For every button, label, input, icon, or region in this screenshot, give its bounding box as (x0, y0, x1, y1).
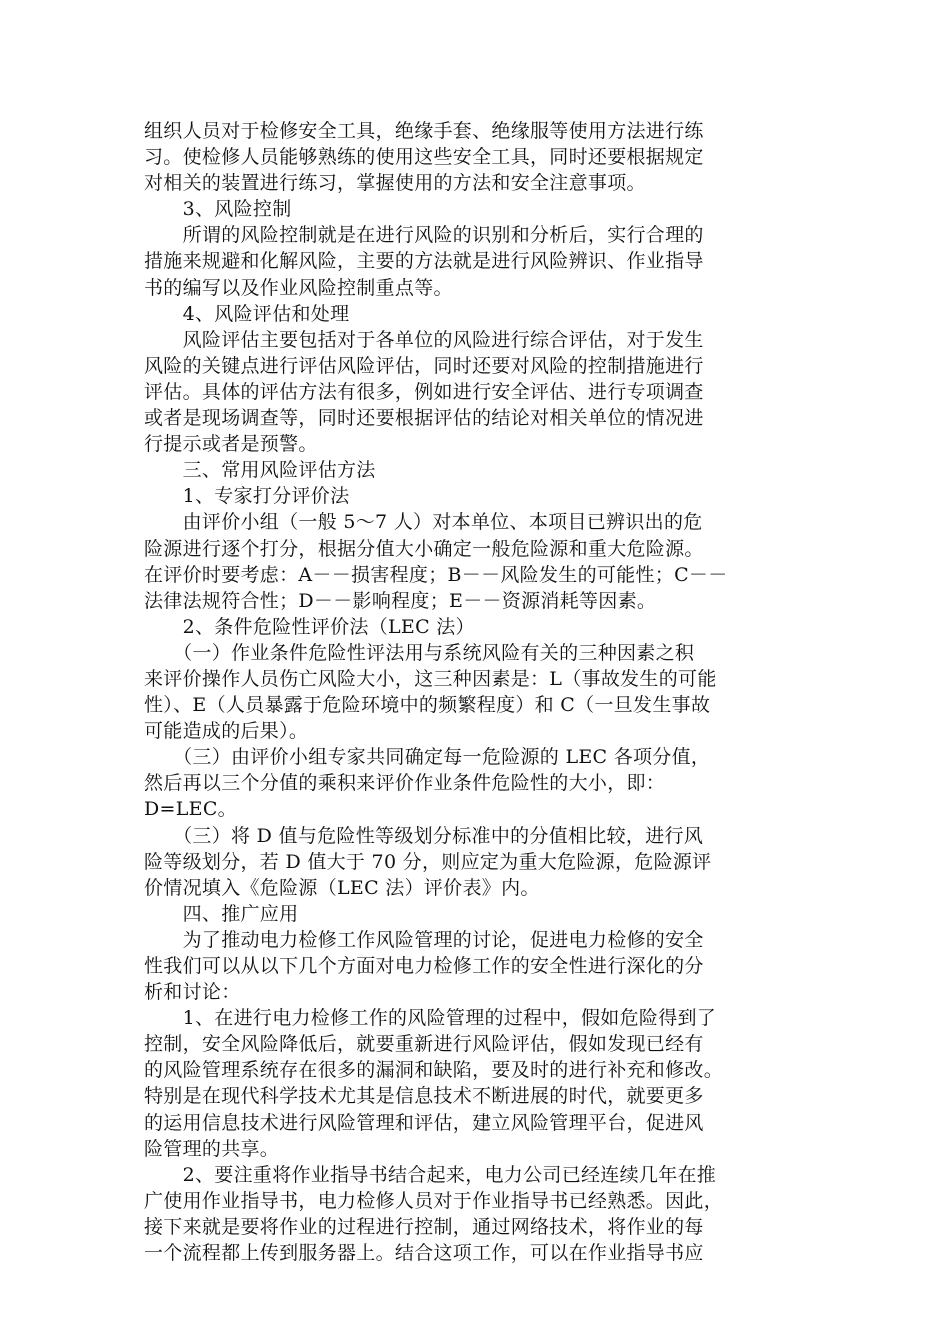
text-line: 性我们可以从以下几个方面对电力检修工作的安全性进行深化的分 (144, 955, 704, 977)
text-line: 险管理的共享。 (144, 1137, 280, 1160)
text-line: 特别是在现代科学技术尤其是信息技术不断进展的时代，就要更多 (144, 1085, 704, 1108)
text-line: 书的编写以及作业风险控制重点等。 (144, 276, 453, 299)
section-heading: 1、专家打分评价法 (144, 485, 350, 508)
text-line: 广使用作业指导书，电力检修人员对于作业指导书已经熟悉。因此， (144, 1189, 724, 1212)
text-line: 由评价小组（一般 5～7 人）对本单位、本项目已辨识出的危 (144, 511, 703, 534)
text-line: 可能造成的后果）。 (144, 720, 309, 743)
text-line: （一）作业条件危险性评法用与系统风险有关的三种因素之积 (144, 641, 695, 664)
text-line: 所谓的风险控制就是在进行风险的识别和分析后，实行合理的 (144, 224, 704, 247)
document-body (144, 118, 806, 1266)
section-heading: 4、风险评估和处理 (144, 302, 350, 325)
text-line: 性）、E（人员暴露于危险环境中的频繁程度）和 C（一旦发生事故 (144, 694, 711, 717)
section-heading: 四、推广应用 (144, 902, 299, 925)
text-line: 然后再以三个分值的乘积来评价作业条件危险性的大小，即： (144, 772, 666, 795)
text-line: 险等级划分，若 D 值大于 70 分，则应定为重大危险源，危险源评 (144, 850, 712, 873)
text-line: 析和讨论： (144, 981, 241, 1004)
text-line: （三）由评价小组专家共同确定每一危险源的 LEC 各项分值， (144, 746, 711, 769)
section-heading: 3、风险控制 (144, 198, 292, 221)
text-line: 在评价时要考虑：A－－损害程度；B－－风险发生的可能性；C－－ (144, 563, 728, 586)
text-line: 或者是现场调查等，同时还要根据评估的结论对相关单位的情况进 (144, 407, 704, 430)
text-line: 法律法规符合性；D－－影响程度；E－－资源消耗等因素。 (144, 589, 657, 612)
text-line: 风险评估主要包括对于各单位的风险进行综合评估，对于发生 (144, 328, 704, 351)
text-line: 险源进行逐个打分，根据分值大小确定一般危险源和重大危险源。 (144, 537, 704, 560)
text-line: 为了推动电力检修工作风险管理的讨论，促进电力检修的安全 (144, 928, 704, 951)
text-line: D=LEC。 (144, 798, 237, 821)
text-line: 价情况填入《危险源（LEC 法）评价表》内。 (144, 876, 540, 899)
text-line: 的运用信息技术进行风险管理和评估，建立风险管理平台，促进风 (144, 1111, 704, 1134)
text-line: （三）将 D 值与危险性等级划分标准中的分值相比较，进行风 (144, 824, 704, 847)
section-heading: 2、条件危险性评价法（LEC 法） (144, 615, 475, 638)
text-line: 对相关的装置进行练习，掌握使用的方法和安全注意事项。 (144, 172, 646, 195)
text-line: 评估。具体的评估方法有很多，例如进行安全评估、进行专项调查 (144, 380, 704, 403)
text-line: 一个流程都上传到服务器上。结合这项工作，可以在作业指导书应 (144, 1242, 704, 1265)
text-line: 2、要注重将作业指导书结合起来，电力公司已经连续几年在推 (144, 1163, 717, 1186)
text-line: 控制，安全风险降低后，就要重新进行风险评估，假如发现已经有 (144, 1033, 704, 1056)
text-line: 习。使检修人员能够熟练的使用这些安全工具，同时还要根据规定 (144, 146, 704, 169)
section-heading: 三、常用风险评估方法 (144, 459, 376, 482)
text-line: 组织人员对于检修安全工具，绝缘手套、绝缘服等使用方法进行练 (144, 120, 704, 142)
text-line: 接下来就是要将作业的过程进行控制，通过网络技术，将作业的每 (144, 1215, 704, 1238)
text-line: 风险的关键点进行评估风险评估，同时还要对风险的控制措施进行 (144, 354, 704, 377)
text-line: 1、在进行电力检修工作的风险管理的过程中，假如危险得到了 (144, 1007, 717, 1030)
text-line: 措施来规避和化解风险，主要的方法就是进行风险辨识、作业指导 (144, 250, 704, 273)
text-line: 来评价操作人员伤亡风险大小，这三种因素是：L（事故发生的可能 (144, 667, 717, 690)
text-line: 的风险管理系统存在很多的漏洞和缺陷，要及时的进行补充和修改。 (144, 1059, 724, 1082)
text-line: 行提示或者是预警。 (144, 433, 318, 456)
